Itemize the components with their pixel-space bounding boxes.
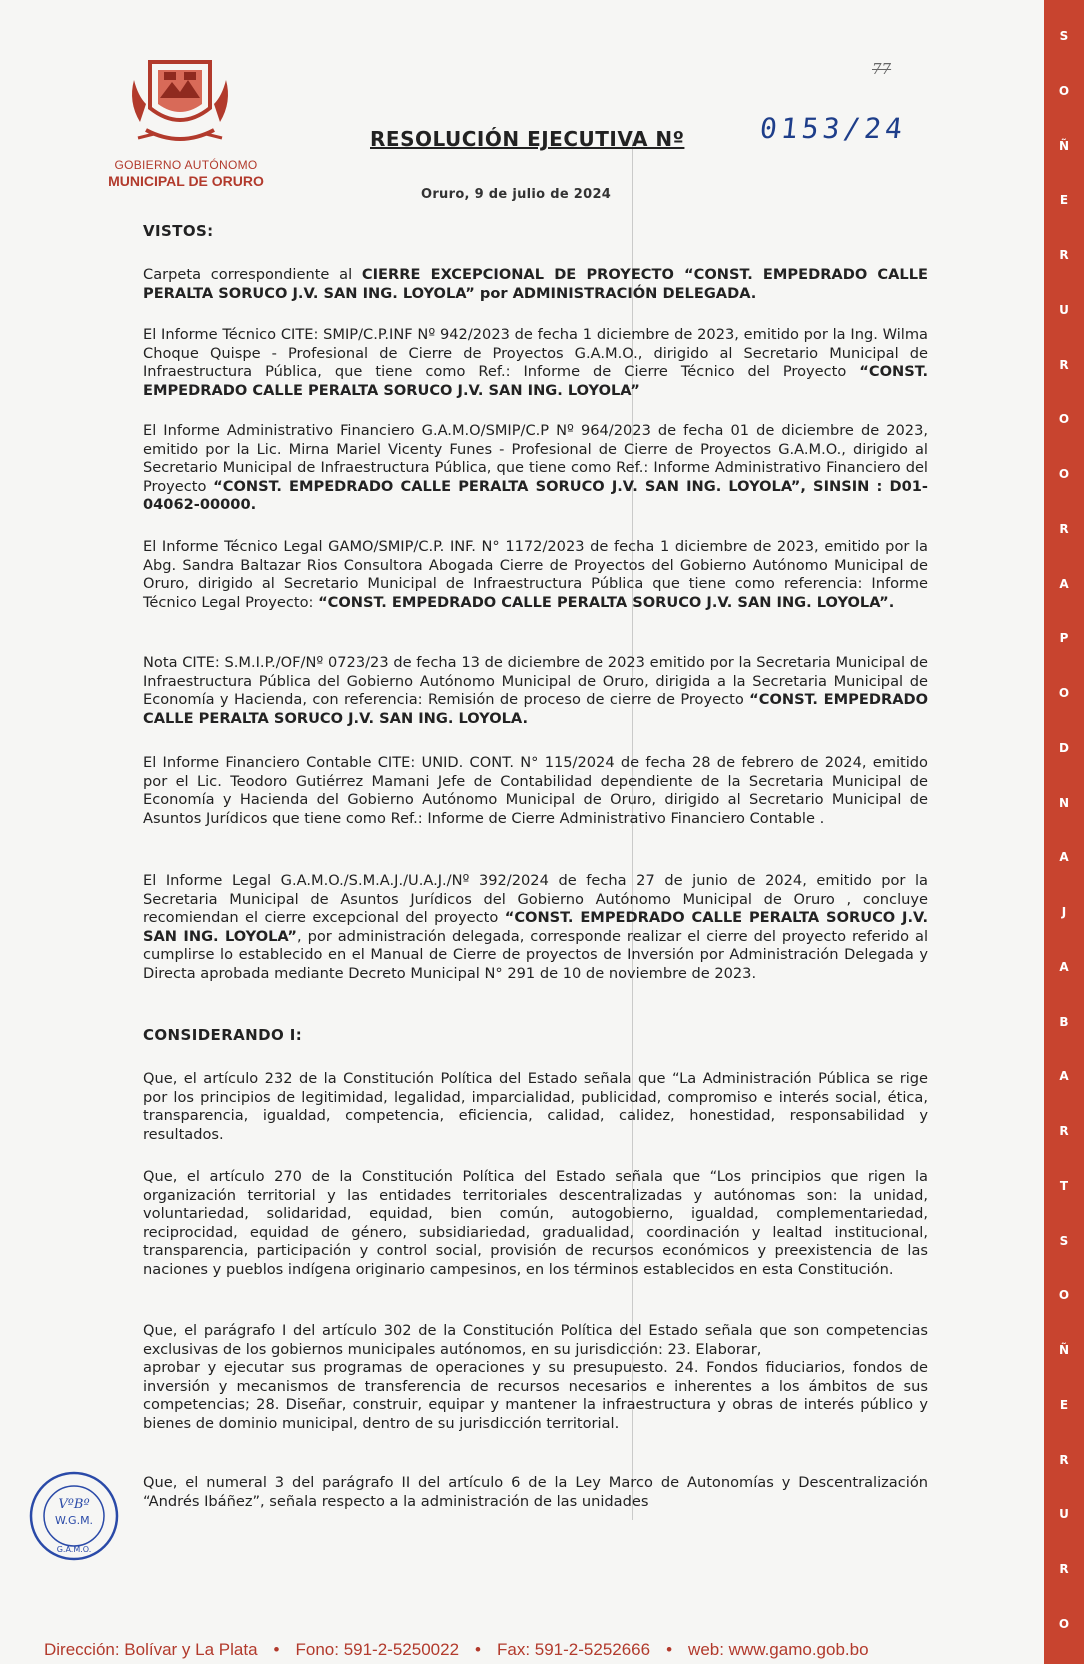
paragraph-informe-tecnico: [143, 326, 928, 400]
side-band-letter: O: [1058, 412, 1070, 427]
side-band-letter: O: [1058, 686, 1070, 700]
paragraph-nota-cite: [143, 654, 928, 728]
side-band-letter: N: [1058, 795, 1070, 810]
paragraph-informe-administrativo: [143, 422, 928, 515]
approval-stamp: [28, 1470, 120, 1562]
place-and-date: Oruro, 9 de julio de 2024: [421, 187, 612, 202]
paragraph-text: Nota CITE: S.M.I.P./OF/Nº 0723/23 de fecha 13 de diciembre de 2023 emitido por la Secretaria Municipal de Infraestructura Pública del Gobierno Autónomo Municipal de Oruro, dirigida a la Secretaria Municipal de Economía y Hacienda, con referencia: Remisión de proceso de cierre de Proyecto: [143, 654, 928, 709]
side-band-letter: R: [1059, 248, 1069, 262]
logo-caption-line2: MUNICIPAL DE ORURO: [108, 173, 264, 189]
side-band-letter: S: [1059, 29, 1069, 43]
side-band-letter: P: [1059, 631, 1069, 646]
side-band-letter: D: [1059, 740, 1069, 755]
side-band-letter: R: [1059, 1562, 1069, 1576]
side-band-letter: E: [1059, 1397, 1069, 1412]
paragraph-text: Que, el artículo 232 de la Constitución Política del Estado señala que “La Administración Pública se rige por los principios de legitimidad, legalidad, imparcialidad, publicidad, compromiso e interés social, ética, transparencia, igualdad, competencia, eficiencia, calidad, calidez, honestidad, responsabilidad y resultados.: [143, 1070, 928, 1143]
paragraph-text-continued: aprobar y ejecutar sus programas de operaciones y su presupuesto. 24. Fondos fiduciarios, fondos de inversión y mecanismos de transferencia de recursos necesarios e inherentes a los ámbitos de sus competencias; 28. Diseñar, construir, equipar y mantener la infraestructura y obras de interés público y bienes de dominio municipal, dentro de su jurisdicción territorial.: [143, 1359, 928, 1432]
side-band-letter: B: [1059, 1014, 1069, 1029]
vistos-heading: VISTOS:: [143, 222, 214, 240]
paragraph-text: El Informe Técnico Legal GAMO/SMIP/C.P. INF. N° 1172/2023 de fecha 1 diciembre de 2023, emitido por la Abg. Sandra Baltazar Rios Consultora Abogada Cierre de Proyectos del Gobierno Autónomo Municipal de Oruro, dirigido al Secretario Municipal de Infraestructura Pública que tiene como referencia: Informe Técnico Legal Proyecto:: [143, 538, 928, 611]
paragraph-bold: “CONST. EMPEDRADO CALLE PERALTA SORUCO J.V. SAN ING. LOYOLA”: [143, 909, 928, 945]
side-band-letter: S: [1059, 1233, 1069, 1248]
footer-web: web: www.gamo.gob.bo: [688, 1640, 869, 1659]
paragraph-articulo-232: [143, 1070, 928, 1144]
side-band-letter: R: [1059, 1452, 1069, 1467]
side-band-letter: O: [1058, 467, 1070, 481]
side-band-letter: U: [1059, 1507, 1069, 1522]
footer-contact: [44, 1640, 984, 1660]
side-band-letter: R: [1059, 521, 1069, 536]
footer-phone: Fono: 591-2-5250022: [295, 1640, 460, 1659]
municipal-coat-of-arms-logo: [120, 52, 240, 152]
side-band-letter: R: [1059, 357, 1069, 372]
side-band-letter: J: [1061, 905, 1067, 919]
side-band-letter: U: [1059, 302, 1069, 317]
paragraph-articulo-270: [143, 1168, 928, 1280]
side-band-letter: Ñ: [1058, 1343, 1070, 1357]
paragraph-text: El Informe Técnico CITE: SMIP/C.P.INF Nº 942/2023 de fecha 1 diciembre de 2023, emitido por la Ing. Wilma Choque Quispe - Profesional de Cierre de Proyectos G.A.M.O., dirigido al Secretario Municipal de Infraestructura Pública, que tiene como Ref.: Informe de Cierre Técnico del Proyecto: [143, 326, 928, 381]
stamp-line3: G.A.M.O.: [56, 1545, 92, 1554]
considerando-heading: CONSIDERANDO I:: [143, 1026, 303, 1044]
paragraph-informe-tecnico-legal: [143, 538, 928, 612]
paragraph-informe-financiero: [143, 754, 928, 828]
paragraph-text: Que, el artículo 270 de la Constitución Política del Estado señala que “Los principios que rigen la organización territorial y las entidades territoriales descentralizadas y autónomas son: la unidad, voluntariedad, solidaridad, equidad, bien común, autogobierno, igualdad, complementariedad, reciprocidad, equidad de género, subsidiariedad, gradualidad, coordinación y lealtad institucional, transparencia, participación y control social, provisión de recursos económicos y preexistencia de las naciones y pueblos indígena originario campesinos, en los términos establecidos en esta Constitución.: [143, 1168, 928, 1278]
side-band-letter: R: [1059, 1124, 1069, 1138]
paragraph-informe-legal: [143, 872, 928, 984]
bullet-separator: •: [273, 1640, 280, 1659]
footer-fax: Fax: 591-2-5252666: [496, 1640, 651, 1659]
paragraph-text: El Informe Legal G.A.M.O./S.M.A.J./U.A.J./Nº 392/2024 de fecha 27 de junio de 2024, emitido por la Secretaria Municipal de Asuntos Jurídicos del Gobierno Autónomo Municipal de Oruro , concluye recomiendan el cierre excepcional del proyecto: [143, 872, 928, 927]
side-band-letter: O: [1058, 1616, 1070, 1631]
paragraph-ley-marco: [143, 1474, 928, 1511]
paragraph-bold: “CONST. EMPEDRADO CALLE PERALTA SORUCO J.V. SAN ING. LOYOLA”: [143, 363, 928, 399]
side-band-letter: O: [1058, 1288, 1070, 1303]
paragraph-text: Que, el numeral 3 del parágrafo II del artículo 6 de la Ley Marco de Autonomías y Descentralización “Andrés Ibáñez”, señala respecto a la administración de las unidades: [143, 1474, 928, 1510]
side-band-letter: T: [1059, 1178, 1069, 1193]
side-band-letter: A: [1059, 576, 1069, 591]
side-band-letter: O: [1058, 83, 1070, 98]
paragraph-carpeta: [143, 266, 928, 303]
paragraph-bold: “CONST. EMPEDRADO CALLE PERALTA SORUCO J.V. SAN ING. LOYOLA”.: [318, 593, 895, 611]
document-title: RESOLUCIÓN EJECUTIVA Nº: [370, 127, 685, 151]
paragraph-bold: “CONST. EMPEDRADO CALLE PERALTA SORUCO J.V. SAN ING. LOYOLA.: [143, 691, 929, 727]
side-band-letter: Ñ: [1058, 138, 1070, 153]
paragraph-bold: CIERRE EXCEPCIONAL DE PROYECTO “CONST. EMPEDRADO CALLE PERALTA SORUCO J.V. SAN ING. LOYOLA” por ADMINISTRACIÓN DELEGADA.: [143, 266, 928, 302]
logo-caption-line1: GOBIERNO AUTÓNOMO: [114, 158, 258, 172]
stamp-line1: VºBº: [58, 1497, 90, 1512]
paragraph-text-tail: , por administración delegada, corresponde realizar el cierre del proyecto referido al cumplirse lo establecido en el Manual de Cierre de proyectos de Inversión por Administración Delegada y Directa aprobada mediante Decreto Municipal N° 291 de 10 de noviembre de 2023.: [143, 927, 928, 982]
footer-address: Dirección: Bolívar y La Plata: [44, 1640, 258, 1659]
paragraph-text: El Informe Financiero Contable CITE: UNID. CONT. N° 115/2024 de fecha 28 de febrero de 2024, emitido por el Lic. Teodoro Gutiérrez Mamani Jefe de Contabilidad dependiente de la Secretaria Municipal de Economía y Hacienda del Gobierno Autónomo Municipal de Oruro, dirigido al Secretario Municipal de Asuntos Jurídicos que tiene como Ref.: Informe de Cierre Administrativo Financiero Contable .: [143, 754, 928, 827]
resolution-number: 0153/24: [758, 112, 908, 145]
paragraph-bold: “CONST. EMPEDRADO CALLE PERALTA SORUCO J.V. SAN ING. LOYOLA”, SINSIN : D01-04062-00000.: [143, 477, 928, 514]
side-band-letter: A: [1059, 959, 1069, 974]
bullet-separator: •: [666, 1640, 673, 1659]
side-band-letter: A: [1059, 1069, 1069, 1084]
stamp-line2: W.G.M.: [54, 1514, 94, 1527]
side-band-letter: E: [1059, 193, 1069, 208]
side-band-letter: A: [1059, 850, 1069, 865]
folio-number: 77: [872, 60, 892, 78]
paragraph-text: Carpeta correspondiente al: [143, 266, 362, 283]
side-slogan-band: [1044, 0, 1084, 1664]
paragraph-text: Que, el parágrafo I del artículo 302 de la Constitución Política del Estado señala que son competencias exclusivas de los gobiernos municipales autónomos, en su jurisdicción: 23. Elaborar,: [143, 1322, 928, 1358]
bullet-separator: •: [475, 1640, 481, 1659]
paragraph-articulo-302: [143, 1322, 928, 1434]
paragraph-text: El Informe Administrativo Financiero G.A.M.O/SMIP/C.P Nº 964/2023 de fecha 01 de diciembre de 2023, emitido por la Lic. Mirna Mariel Vicenty Funes - Profesional de Cierre de Proyectos G.A.M.O., dirigido al Secretario Municipal de Infraestructura Pública, que tiene como Ref.: Informe Administrativo Financiero del Proyecto: [143, 422, 928, 495]
